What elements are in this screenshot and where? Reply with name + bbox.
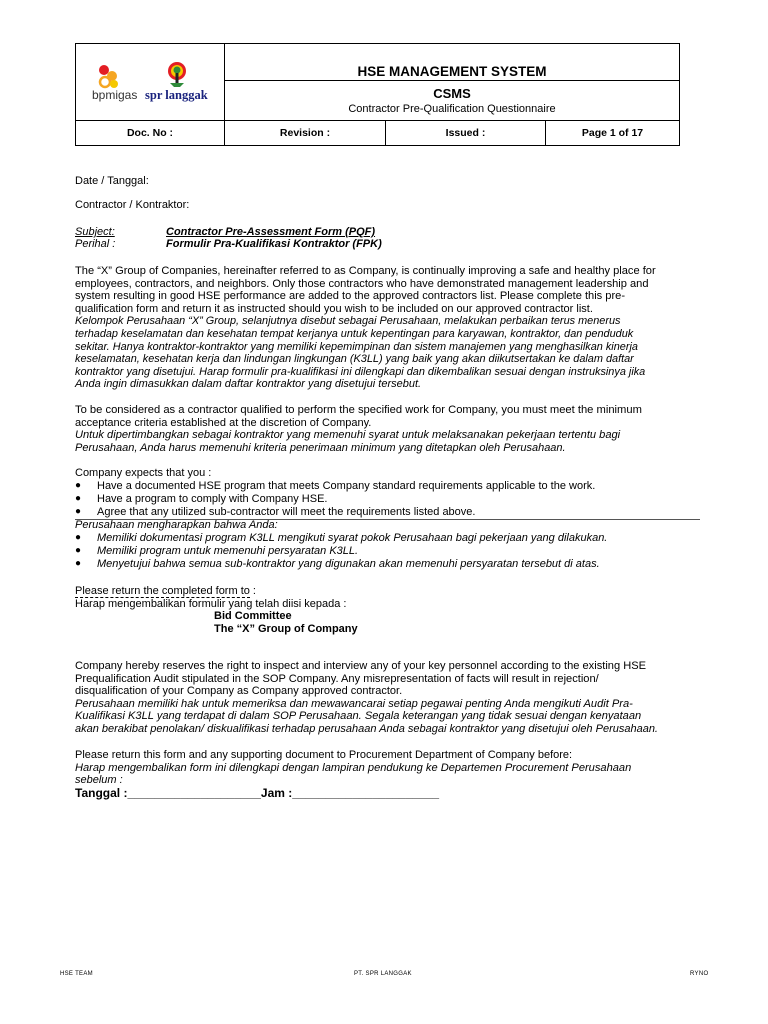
para1-line: Kelompok Perusahaan “X” Group, selanjutnya disebut sebagai Perusahaan, melakukan perbaikan terus menerus — [75, 315, 621, 328]
bpmigas-logo — [92, 62, 152, 107]
para1-line: keselamatan, kesehatan kerja dan lindungan lingkungan (K3LL) yang baik yang akan diikutsertakan ke dalam daftar — [75, 353, 634, 366]
title-cell — [225, 44, 679, 120]
para1-line: system resulting in good HSE performance are added to the approved contractors list. Please complete this pre- — [75, 290, 626, 303]
para2-line: Perusahaan, Anda harus memenuhi kriteria penerimaan minimum yang ditetapkan oleh Perusahaan. — [75, 441, 566, 454]
para4-line: Harap mengembalikan form ini dilengkapi dengan lampiran pendukung ke Departemen Procurement Perusahaan — [75, 761, 632, 774]
para3-line: Prequalification Audit stipulated in the SOP Company. Any misrepresentation of facts will result in rejection/ — [75, 672, 599, 685]
para1-line: sekitar. Hanya kontraktor-kontraktor yang memiliki kepemimpinan dan sistem manajemen yang menghasilkan kinerja — [75, 340, 638, 353]
para1-line: qualification form and return it as instructed should you wish to be included on our approved contractor list. — [75, 302, 593, 315]
tanggal-jam-field[interactable]: Tanggal :____________________Jam :______________________ — [75, 786, 440, 800]
para3-line: Kualifikasi K3LL yang terdapat di dalam SOP Perusahaan. Segala keterangan yang tidak sesuai dengan kenyataan — [75, 710, 642, 723]
revision-cell: Revision : — [225, 121, 386, 146]
bullet-icon: ● — [75, 545, 82, 556]
doc-subtitle: Contractor Pre-Qualification Questionnaire — [348, 103, 556, 115]
issued-cell: Issued : — [386, 121, 546, 146]
spr-langgak-logo-text: spr langgak — [145, 88, 208, 102]
para3-line: Perusahaan memiliki hak untuk memeriksa dan mewawancarai setiap pegawai penting Anda mengikuti Audit Pra- — [75, 697, 633, 710]
perihal-label: Perihal : — [75, 238, 116, 250]
para1-line: kontraktor yang disetujui. Harap formulir pra-kualifikasi ini dilengkapi dan dikembalikan sesuai dengan instruksinya jika — [75, 365, 646, 378]
expects-intro-id: Perusahaan mengharapkan bahwa Anda: — [75, 519, 278, 531]
bullet-icon: ● — [75, 558, 82, 569]
date-label: Date / Tanggal: — [75, 175, 149, 187]
return-label-en: Please return the completed form to : — [75, 585, 256, 597]
para3-line: Company hereby reserves the right to inspect and interview any of your key personnel according to the existing HSE — [75, 660, 647, 672]
document-page: HSE MANAGEMENT SYSTEM CSMS Contractor Pre-Qualification Questionnaire Doc. No : Revision : Issued : Page 1 of 17 bpmigas spr langgak Date / Tanggal: Contractor / Kontraktor: Subject: Contractor Pre-Assessment Form (PQF) Perihal : Formulir Pra-Kualifikasi Kontraktor (FPK) The “X” Group of Companies, hereinafter referred to as Company, is continually improving a safe and healthy place for employees, contractors, and neighbors. Only those contractors who have demonstrated management leadership and system resulting in good HSE performance are added to the approved contractors list. Please complete this pre- qualification form and return it as instructed should you wish to be included on our approved contractor list. Kelompok Perusahaan “X” Group, selanjutnya disebut sebagai Perusahaan, melakukan perbaikan terus menerus terhadap keselamatan dan kesehatan tempat kerjanya untuk kepentingan para karyawan, kontraktor, dan penduduk sekitar. Hanya kontraktor-kontraktor yang memiliki kepemimpinan dan sistem manajemen yang menghasilkan kinerja keselamatan, kesehatan kerja dan lindungan lingkungan (K3LL) yang baik yang akan diikutsertakan ke dalam daftar kontraktor yang disetujui. Harap formulir pra-kualifikasi ini dilengkapi dan dikembalikan sesuai dengan instruksinya jika Anda ingin dimasukkan dalam daftar kontraktor yang disetujui tersebut. To be considered as a contractor qualified to perform the specified work for Company, you must meet the minimum acceptance criteria established at the discretion of Company. Untuk dipertimbangkan sebagai kontraktor yang memenuhi syarat untuk melaksanakan pekerjaan tertentu bagi Perusahaan, Anda harus memenuhi kriteria penerimaan minimum yang ditetapkan oleh Perusahaan. Company expects that you : ● Have a documented HSE program that meets Company standard requirements applicable to the work. ● Have a program to comply with Company HSE. ● Agree that any utilized sub-contractor will meet the requirements listed above. Perusahaan mengharapkan bahwa Anda: ● Memiliki dokumentasi program K3LL mengikuti syarat pokok Perusahaan bagi pekerjaan yang dilakukan. ● Memiliki program untuk memenuhi persyaratan K3LL. ● Menyetujui bahwa semua sub-kontraktor yang digunakan akan memenuhi persyaratan tersebut di atas. Please return the completed form to : Harap mengembalikan formulir yang telah diisi kepada : Bid Committee The “X” Group of Company Company hereby reserves the right to inspect and interview any of your key personnel according to the existing HSE Prequalification Audit stipulated in the SOP Company. Any misrepresentation of facts will result in rejection/ disqualification of your Company as Company approved contractor. Perusahaan memiliki hak untuk memeriksa dan mewawancarai setiap pegawai penting Anda mengikuti Audit Pra- Kualifikasi K3LL yang terdapat di dalam SOP Perusahaan. Segala keterangan yang tidak sesuai dengan kenyataan akan berakibat penolakan/ diskualifikasi terhadap perusahaan Anda sebagai kontraktor yang disetujui oleh Perusahaan. Please return this form and any supporting document to Procurement Department of Company before: Harap mengembalikan form ini dilengkapi dengan lampiran pendukung ke Departemen Procurement Perusahaan sebelum : Tanggal :____________________Jam :______________________ HSE TEAM PT. SPR LANGGAK RYNO — [0, 0, 768, 1024]
addressee-2: The “X” Group of Company — [214, 622, 358, 635]
spr-langgak-logo — [145, 61, 220, 106]
addressee-1: Bid Committee — [214, 610, 292, 623]
footer-left: HSE TEAM — [60, 971, 93, 977]
para1-line: Anda ingin dimasukkan dalam daftar kontraktor yang disetujui tersebut. — [75, 378, 422, 391]
para4-line: Please return this form and any supporting document to Procurement Department of Company before: — [75, 749, 573, 761]
doc-title: CSMS — [433, 86, 471, 101]
footer-center: PT. SPR LANGGAK — [354, 971, 412, 977]
bullet-icon: ● — [75, 506, 82, 517]
doc-no-cell: Doc. No : — [76, 121, 225, 146]
para4-line: sebelum : — [75, 774, 123, 787]
bullet-icon: ● — [75, 493, 82, 504]
subject-value: Contractor Pre-Assessment Form (PQF) — [166, 226, 376, 238]
bullet-icon: ● — [75, 532, 82, 543]
system-title: HSE MANAGEMENT SYSTEM — [225, 44, 679, 81]
para2-line: Untuk dipertimbangkan sebagai kontraktor yang memenuhi syarat untuk melaksanakan pekerjaan tertentu bagi — [75, 429, 621, 442]
para3-line: disqualification of your Company as Company approved contractor. — [75, 685, 403, 698]
return-label-text: Please return the completed form to — [75, 585, 250, 597]
perihal-value: Formulir Pra-Kualifikasi Kontraktor (FPK) — [166, 238, 382, 250]
contractor-label: Contractor / Kontraktor: — [75, 199, 190, 211]
para2-line: To be considered as a contractor qualified to perform the specified work for Company, you must meet the minimum — [75, 404, 642, 416]
page-cell: Page 1 of 17 — [581, 127, 644, 139]
footer-right: RYNO — [690, 971, 709, 977]
expects-intro-en: Company expects that you : — [75, 467, 212, 479]
bullet-icon: ● — [75, 480, 82, 491]
bpmigas-logo-text: bpmigas — [92, 88, 138, 102]
para1-line: terhadap keselamatan dan kesehatan tempat kerjanya untuk kepentingan para karyawan, kontraktor, dan penduduk — [75, 328, 634, 340]
para2-line: acceptance criteria established at the discretion of Company. — [75, 416, 372, 429]
subject-label: Subject: — [75, 226, 115, 238]
return-label-id: Harap mengembalikan formulir yang telah diisi kepada : — [75, 597, 347, 610]
para1-line: The “X” Group of Companies, hereinafter referred to as Company, is continually improving a safe and healthy place for — [75, 265, 656, 277]
para3-line: akan berakibat penolakan/ diskualifikasi terhadap perusahaan Anda sebagai kontraktor yang disetujui oleh Perusahaan. — [75, 723, 658, 735]
para1-line: employees, contractors, and neighbors. Only those contractors who have demonstrated management leadership and — [75, 277, 649, 290]
meta-row — [76, 120, 679, 146]
